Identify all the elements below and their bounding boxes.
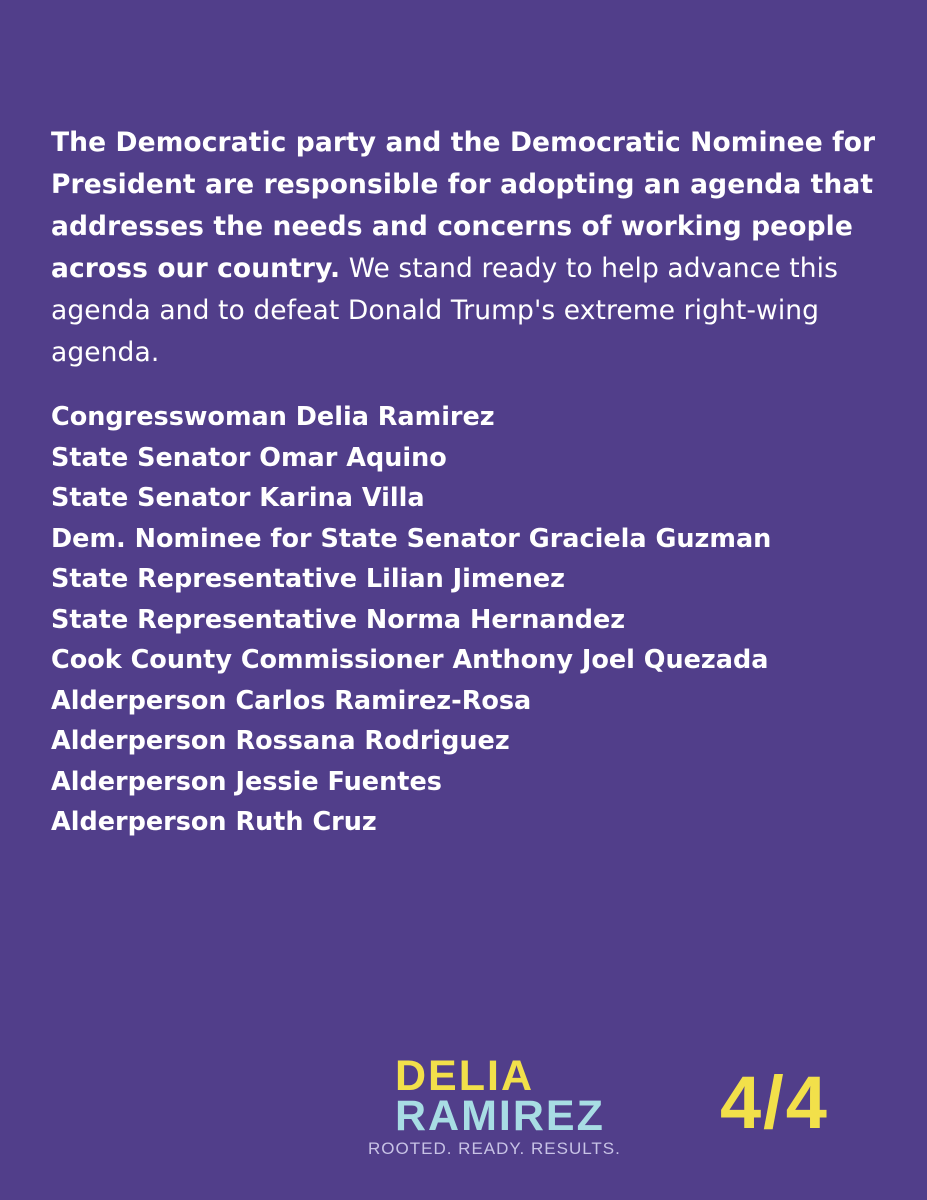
signer-item: State Representative Norma Hernandez xyxy=(51,604,626,635)
signer-item: Alderperson Rossana Rodriguez xyxy=(51,726,510,756)
signer-item: Alderperson Carlos Ramirez-Rosa xyxy=(51,685,532,716)
signer-item: Dem. Nominee for State Senator Graciela Guzman xyxy=(51,523,772,554)
logo-tagline: ROOTED. READY. RESULTS. xyxy=(368,1139,621,1158)
signer-item: Congresswoman Delia Ramirez xyxy=(51,402,495,432)
statement-bold-text: The Democratic party and the Democratic Nominee for President are responsible for adopting an agenda that addresses the needs and concerns of working people across our country. xyxy=(51,127,876,284)
logo-last-name: RAMIREZ xyxy=(395,1092,605,1140)
signers-list xyxy=(51,397,771,843)
logo-first-name: DELIA xyxy=(395,1052,534,1100)
signer-item: Alderperson Ruth Cruz xyxy=(51,807,377,837)
signer-item: State Representative Lilian Jimenez xyxy=(51,564,566,594)
signer-item: State Senator Omar Aquino xyxy=(51,442,447,473)
page-indicator: 4/4 xyxy=(720,1061,829,1144)
signer-item: Alderperson Jessie Fuentes xyxy=(51,766,442,797)
statement-paragraph xyxy=(51,122,901,374)
signer-item: State Senator Karina Villa xyxy=(51,483,425,513)
signer-item: Cook County Commissioner Anthony Joel Quezada xyxy=(51,645,769,675)
campaign-logo xyxy=(368,1052,621,1162)
statement-regular-text: We stand ready to help advance this agenda and to defeat Donald Trump's extreme right-wing agenda. xyxy=(51,253,839,368)
